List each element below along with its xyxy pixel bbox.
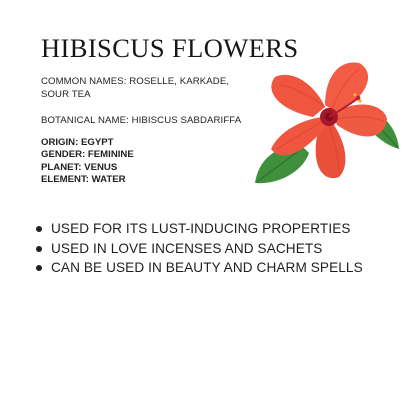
hibiscus-flower-icon <box>253 55 403 187</box>
list-item: USED FOR ITS LUST-INDUCING PROPERTIES <box>34 219 363 239</box>
fact-origin: ORIGIN: EGYPT <box>41 137 114 148</box>
botanical-name: BOTANICAL NAME: HIBISCUS SABDARIFFA <box>41 115 242 126</box>
common-names: COMMON NAMES: ROSELLE, KARKADE, SOUR TEA <box>41 76 230 100</box>
fact-planet: PLANET: VENUS <box>41 161 118 173</box>
page-title: HIBISCUS FLOWERS <box>41 33 299 63</box>
list-item: CAN BE USED IN BEAUTY AND CHARM SPELLS <box>34 258 363 278</box>
facts-list <box>41 137 134 187</box>
fact-element: ELEMENT: WATER <box>41 174 126 186</box>
list-item: USED IN LOVE INCENSES AND SACHETS <box>34 239 363 259</box>
fact-gender: GENDER: FEMININE <box>41 149 134 161</box>
uses-list <box>34 219 363 278</box>
